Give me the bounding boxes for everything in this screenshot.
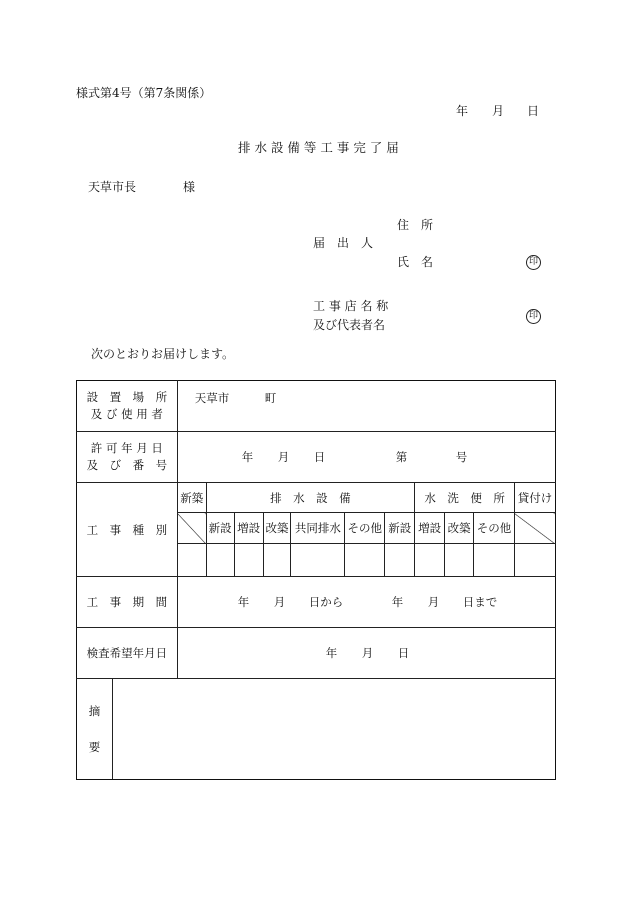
check-cell[interactable] bbox=[345, 544, 385, 577]
check-cell[interactable] bbox=[263, 544, 291, 577]
addressee-honorific: 様 bbox=[183, 180, 196, 194]
form-table bbox=[76, 380, 556, 780]
contractor-name-label: 工 事 店 名 称 bbox=[313, 299, 389, 313]
period-month2: 月 bbox=[427, 595, 440, 609]
form-number: 様式第4号（第7条関係） bbox=[76, 86, 212, 100]
location-field[interactable] bbox=[177, 381, 555, 432]
permit-year: 年 bbox=[241, 450, 254, 464]
check-cell[interactable] bbox=[474, 544, 515, 577]
applicant-label: 届 出 人 bbox=[313, 236, 374, 250]
rental-header: 貸付け bbox=[514, 483, 555, 513]
date-month-label: 月 bbox=[492, 104, 505, 118]
drainage-header: 排 水 設 備 bbox=[206, 483, 415, 513]
check-cell[interactable] bbox=[177, 544, 206, 577]
rental-slash bbox=[514, 513, 555, 544]
permit-label: 許 可 年 月 日 及 び 番 号 bbox=[77, 432, 178, 483]
work-type-label: 工 事 種 別 bbox=[77, 483, 178, 577]
sub-shared: 共同排水 bbox=[291, 513, 345, 544]
check-cell[interactable] bbox=[206, 544, 234, 577]
period-to: 日まで bbox=[462, 595, 498, 609]
sub-new2: 新設 bbox=[385, 513, 415, 544]
period-year2: 年 bbox=[391, 595, 404, 609]
addressee-name: 天草市長 bbox=[88, 180, 137, 194]
period-month1: 月 bbox=[273, 595, 286, 609]
inspection-year: 年 bbox=[325, 646, 338, 660]
city-label: 天草市 bbox=[194, 391, 230, 405]
sub-add2: 増設 bbox=[415, 513, 445, 544]
period-year1: 年 bbox=[237, 595, 250, 609]
permit-day: 日 bbox=[313, 450, 326, 464]
check-cell[interactable] bbox=[291, 544, 345, 577]
check-cell[interactable] bbox=[385, 544, 415, 577]
contractor-rep-label: 及び代表者名 bbox=[313, 318, 386, 332]
town-label: 町 bbox=[264, 391, 277, 405]
address-label: 住 所 bbox=[397, 218, 434, 232]
inspection-field[interactable] bbox=[177, 628, 555, 679]
contractor-seal-icon: 印 bbox=[526, 309, 541, 324]
remarks-field[interactable] bbox=[112, 679, 555, 780]
check-cell[interactable] bbox=[514, 544, 555, 577]
intro-text: 次のとおりお届けします。 bbox=[91, 347, 235, 361]
sub-renov: 改築 bbox=[263, 513, 291, 544]
check-cell[interactable] bbox=[445, 544, 474, 577]
sub-renov2: 改築 bbox=[445, 513, 474, 544]
remarks-label: 摘 要 bbox=[77, 679, 113, 780]
inspection-label: 検査希望年月日 bbox=[77, 628, 178, 679]
document-title: 排 水 設 備 等 工 事 完 了 届 bbox=[238, 140, 399, 155]
permit-no-suffix: 号 bbox=[455, 450, 468, 464]
inspection-month: 月 bbox=[361, 646, 374, 660]
check-cell[interactable] bbox=[415, 544, 445, 577]
location-label: 設 置 場 所 及 び 使 用 者 bbox=[77, 381, 178, 432]
seal-icon: 印 bbox=[526, 255, 541, 270]
period-label: 工 事 期 間 bbox=[77, 577, 178, 628]
sub-other2: その他 bbox=[474, 513, 515, 544]
sub-add: 増設 bbox=[234, 513, 263, 544]
date-day-label: 日 bbox=[527, 104, 540, 118]
new-build-slash bbox=[177, 513, 206, 544]
sub-other: その他 bbox=[345, 513, 385, 544]
sub-new: 新設 bbox=[206, 513, 234, 544]
permit-field[interactable] bbox=[177, 432, 555, 483]
date-year-label: 年 bbox=[456, 104, 469, 118]
permit-month: 月 bbox=[277, 450, 290, 464]
period-field[interactable] bbox=[177, 577, 555, 628]
permit-no-prefix: 第 bbox=[395, 450, 408, 464]
check-cell[interactable] bbox=[234, 544, 263, 577]
inspection-day: 日 bbox=[397, 646, 410, 660]
new-build-header: 新築 bbox=[177, 483, 206, 513]
toilet-header: 水 洗 便 所 bbox=[415, 483, 515, 513]
name-label: 氏 名 bbox=[397, 255, 434, 269]
period-from: 日から bbox=[308, 595, 344, 609]
